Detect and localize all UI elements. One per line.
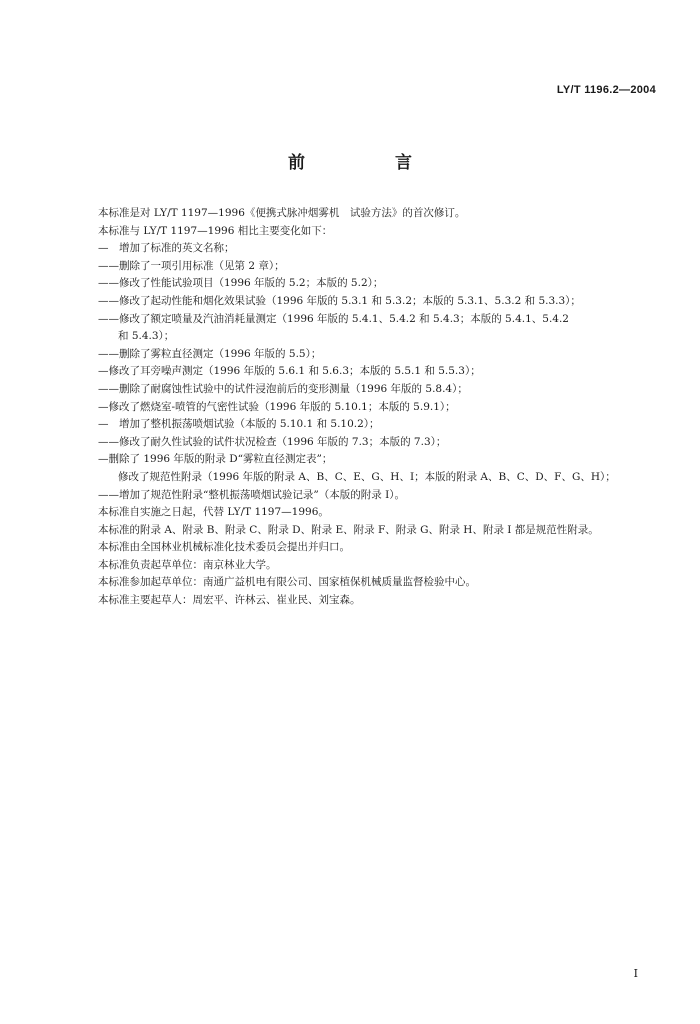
text-line: 本标准是对 LY/T 1197—1996《便携式脉冲烟雾机 试验方法》的首次修订。 xyxy=(98,207,466,219)
text-line: 本标准参加起草单位：南通广益机电有限公司、国家植保机械质量监督检验中心。 xyxy=(98,576,476,589)
document-body xyxy=(98,205,658,610)
text-line: ——删除了一项引用标准（见第 2 章）； xyxy=(98,259,285,272)
page-number: I xyxy=(633,967,638,980)
text-line: 修改了规范性附录（1996 年版的附录 A、B、C、E、G、H、I；本版的附录 A、B、C、D、F、G、H）； xyxy=(118,470,616,483)
text-line: 本标准与 LY/T 1197—1996 相比主要变化如下： xyxy=(98,224,333,237)
text-line: ——增加了规范性附录“整机振荡喷烟试验记录”（本版的附录 I）。 xyxy=(98,488,405,501)
text-line: ——修改了额定喷量及汽油消耗量测定（1996 年版的 5.4.1、5.4.2 和 5.4.3；本版的 5.4.1、5.4.2 xyxy=(98,312,569,325)
text-line: —修改了耳旁噪声测定（1996 年版的 5.6.1 和 5.6.3；本版的 5.5.1 和 5.5.3）； xyxy=(98,365,481,378)
text-line: —修改了燃烧室-喷管的气密性试验（1996 年版的 5.10.1；本版的 5.9.1）； xyxy=(98,400,456,413)
standard-code: LY/T 1196.2—2004 xyxy=(556,84,656,96)
text-line: 本标准的附录 A、附录 B、附录 C、附录 D、附录 E、附录 F、附录 G、附录 H、附录 I 都是规范性附录。 xyxy=(98,523,599,536)
text-line: 本标准由全国林业机械标准化技术委员会提出并归口。 xyxy=(98,541,350,554)
text-line: — 增加了标准的英文名称； xyxy=(98,242,235,255)
page-title: 前 言 xyxy=(288,153,454,173)
text-line: ——修改了耐久性试验的试件状况检查（1996 年版的 7.3；本版的 7.3）； xyxy=(98,435,447,448)
text-line: ——删除了雾粒直径测定（1996 年版的 5.5）； xyxy=(98,347,322,360)
text-line: 和 5.4.3）； xyxy=(118,330,175,343)
text-line: ——删除了耐腐蚀性试验中的试件浸泡前后的变形测量（1996 年版的 5.8.4）； xyxy=(98,382,468,395)
text-line: 本标准主要起草人：周宏平、许林云、崔业民、刘宝森。 xyxy=(98,594,361,607)
text-line: — 增加了整机振荡喷烟试验（本版的 5.10.1 和 5.10.2）； xyxy=(98,418,380,431)
text-line: ——修改了起动性能和烟化效果试验（1996 年版的 5.3.1 和 5.3.2；本版的 5.3.1、5.3.2 和 5.3.3）； xyxy=(98,294,581,307)
text-line: ——修改了性能试验项目（1996 年版的 5.2；本版的 5.2）； xyxy=(98,277,384,290)
text-line: —删除了 1996 年版的附录 D“雾粒直径测定表”； xyxy=(98,453,333,466)
text-line: 本标准自实施之日起，代替 LY/T 1197—1996。 xyxy=(98,506,329,519)
text-line: 本标准负责起草单位：南京林业大学。 xyxy=(98,558,277,571)
